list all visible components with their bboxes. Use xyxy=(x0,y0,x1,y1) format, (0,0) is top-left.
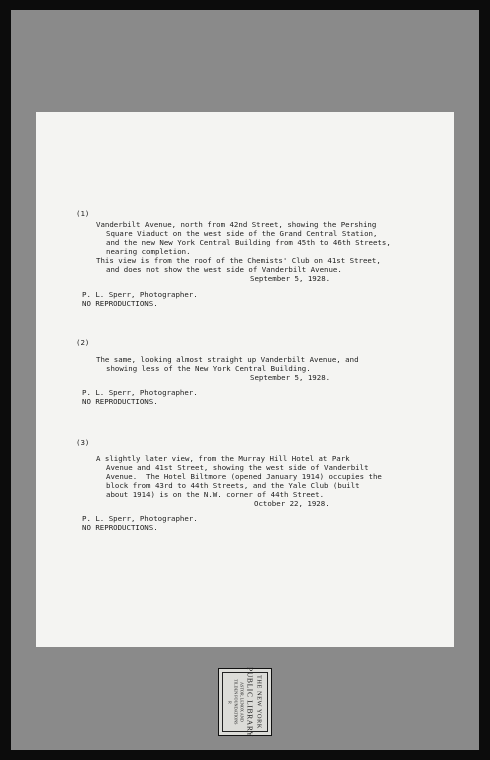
entry-number: (3) xyxy=(76,438,90,447)
entry-text-line: showing less of the New York Central Building. xyxy=(106,364,311,373)
entry-text-line: about 1914) is on the N.W. corner of 44th Street. xyxy=(106,490,325,499)
entry-text-line: Avenue and 41st Street, showing the west side of Vanderbilt xyxy=(106,463,369,472)
entry-text-line: and the new New York Central Building from 45th to 46th Streets, xyxy=(106,238,391,247)
stamp-text: TILDEN FOUNDATIONS xyxy=(233,679,239,725)
caption-entry-1 xyxy=(36,210,454,313)
entry-date: September 5, 1928. xyxy=(250,373,331,382)
caption-entry-3 xyxy=(36,439,454,534)
entry-text-line: block from 43rd to 44th Streets, and the Yale Club (built xyxy=(106,481,360,490)
stamp-text: THE NEW YORK xyxy=(255,675,263,729)
stamp-text: PUBLIC LIBRARY xyxy=(245,666,255,738)
entry-text-line: Vanderbilt Avenue, north from 42nd Street, showing the Pershing xyxy=(96,220,377,229)
reproduction-notice: NO REPRODUCTIONS. xyxy=(82,299,158,308)
entry-text-line: nearing completion. xyxy=(106,247,191,256)
stamp-text: R xyxy=(227,700,233,704)
stamp-text: ASTOR, LENOX AND xyxy=(239,682,245,722)
entry-text-line: Avenue. The Hotel Biltmore (opened January 1914) occupies the xyxy=(106,472,382,481)
photographer-credit: P. L. Sperr, Photographer. xyxy=(82,388,198,397)
entry-text-line: Square Viaduct on the west side of the Grand Central Station, xyxy=(106,229,378,238)
entry-number: (2) xyxy=(76,338,90,347)
entry-date: September 5, 1928. xyxy=(250,274,331,283)
entry-text-line: A slightly later view, from the Murray Hill Hotel at Park xyxy=(96,454,350,463)
entry-text-line: The same, looking almost straight up Vanderbilt Avenue, and xyxy=(96,355,359,364)
entry-text-line: and does not show the west side of Vanderbilt Avenue. xyxy=(106,265,342,274)
library-stamp xyxy=(218,668,272,736)
photographer-credit: P. L. Sperr, Photographer. xyxy=(82,514,198,523)
reproduction-notice: NO REPRODUCTIONS. xyxy=(82,397,158,406)
stamp-border xyxy=(222,666,268,738)
entry-text-line: This view is from the roof of the Chemists' Club on 41st Street, xyxy=(96,256,381,265)
photographer-credit: P. L. Sperr, Photographer. xyxy=(82,290,198,299)
entry-number: (1) xyxy=(76,209,90,218)
reproduction-notice: NO REPRODUCTIONS. xyxy=(82,523,158,532)
typed-caption-sheet xyxy=(36,112,454,647)
caption-entry-2 xyxy=(36,339,454,408)
entry-date: October 22, 1928. xyxy=(254,499,330,508)
